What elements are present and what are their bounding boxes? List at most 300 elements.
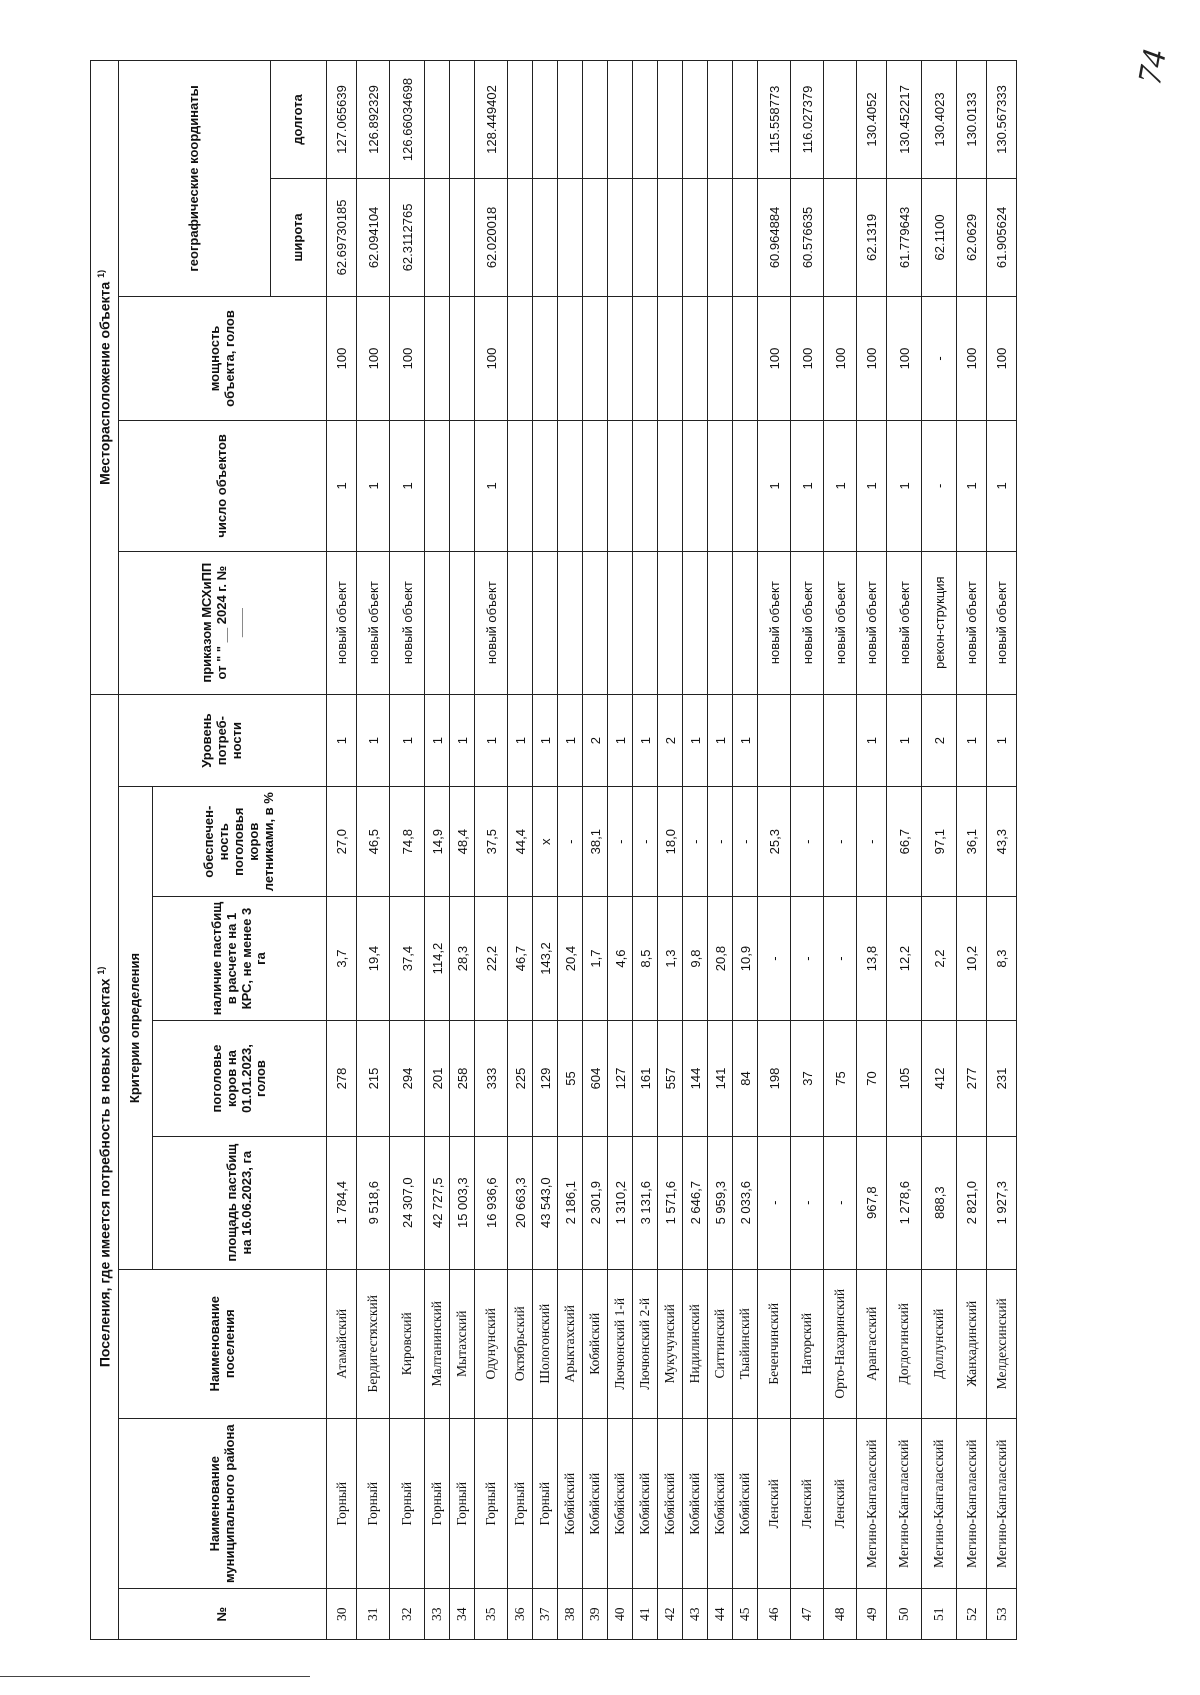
row-no: 44: [708, 1589, 733, 1640]
row-order: [508, 551, 533, 694]
row-settlement: Шологонский: [533, 1269, 558, 1418]
row-no: 33: [425, 1589, 450, 1640]
row-count: [608, 421, 633, 552]
row-area: 1 278,6: [887, 1136, 922, 1269]
row-order: новый объект: [357, 551, 390, 694]
row-settlement: Кобяйский: [583, 1269, 608, 1418]
row-level: 1: [425, 694, 450, 787]
col-cows-header: поголовье коров на 01.01.2023, голов: [153, 1021, 327, 1137]
row-capacity: 100: [475, 296, 508, 420]
row-settlement: Догдогинский: [887, 1269, 922, 1418]
row-no: 35: [475, 1589, 508, 1640]
row-lat: 61.905624: [987, 179, 1017, 297]
table-row: [450, 61, 475, 1640]
row-pasture: 20,4: [558, 896, 583, 1020]
row-area: 2 033,6: [733, 1136, 758, 1269]
row-level: 1: [633, 694, 658, 787]
row-order: [558, 551, 583, 694]
row-level: [791, 694, 824, 787]
row-district: Кобяйский: [633, 1418, 658, 1589]
row-order: новый объект: [327, 551, 357, 694]
row-level: 1: [683, 694, 708, 787]
row-settlement: Кировский: [390, 1269, 425, 1418]
row-count: [558, 421, 583, 552]
row-lon: [450, 61, 475, 179]
row-district: Горный: [533, 1418, 558, 1589]
row-summer: -: [608, 787, 633, 896]
row-capacity: 100: [824, 296, 857, 420]
row-summer: 66,7: [887, 787, 922, 896]
row-lon: 126.892329: [357, 61, 390, 179]
col-settlement-header: Наименование поселения: [119, 1269, 327, 1418]
row-cows: 278: [327, 1021, 357, 1137]
row-area: 5 959,3: [708, 1136, 733, 1269]
row-count: [450, 421, 475, 552]
table-row: [887, 61, 922, 1640]
row-pasture: 4,6: [608, 896, 633, 1020]
row-count: 1: [824, 421, 857, 552]
row-cows: 129: [533, 1021, 558, 1137]
row-count: [425, 421, 450, 552]
row-summer: 27,0: [327, 787, 357, 896]
table-row: [357, 61, 390, 1640]
row-no: 31: [357, 1589, 390, 1640]
row-district: Горный: [475, 1418, 508, 1589]
row-pasture: 3,7: [327, 896, 357, 1020]
row-count: -: [922, 421, 957, 552]
row-count: 1: [887, 421, 922, 552]
row-summer: 25,3: [758, 787, 791, 896]
row-capacity: [450, 296, 475, 420]
table-row: [327, 61, 357, 1640]
row-no: 39: [583, 1589, 608, 1640]
table-row: [683, 61, 708, 1640]
row-area: 2 821,0: [957, 1136, 987, 1269]
table-row: [508, 61, 533, 1640]
row-pasture: -: [758, 896, 791, 1020]
row-cows: 277: [957, 1021, 987, 1137]
row-lon: [658, 61, 683, 179]
row-count: 1: [791, 421, 824, 552]
row-district: Мегино-Кангаласский: [857, 1418, 887, 1589]
table-row: [733, 61, 758, 1640]
row-area: 2 301,9: [583, 1136, 608, 1269]
row-level: 2: [583, 694, 608, 787]
rotated-table-wrapper: [90, 60, 1017, 1640]
row-pasture: 10,2: [957, 896, 987, 1020]
row-cows: 294: [390, 1021, 425, 1137]
row-order: новый объект: [857, 551, 887, 694]
row-summer: 36,1: [957, 787, 987, 896]
row-no: 42: [658, 1589, 683, 1640]
row-pasture: 28,3: [450, 896, 475, 1020]
row-no: 48: [824, 1589, 857, 1640]
table-row: [533, 61, 558, 1640]
row-cows: 231: [987, 1021, 1017, 1137]
row-area: 20 663,3: [508, 1136, 533, 1269]
row-cows: 75: [824, 1021, 857, 1137]
row-settlement: Мелдехсинский: [987, 1269, 1017, 1418]
row-pasture: 22,2: [475, 896, 508, 1020]
row-no: 51: [922, 1589, 957, 1640]
row-capacity: 100: [758, 296, 791, 420]
row-capacity: [733, 296, 758, 420]
row-order: [708, 551, 733, 694]
col-order-header: приказом МСХиПП от " " __ 2024 г. № ____: [119, 551, 327, 694]
row-settlement: Малтанинский: [425, 1269, 450, 1418]
row-lon: 126.66034698: [390, 61, 425, 179]
row-lon: [508, 61, 533, 179]
row-pasture: 9,8: [683, 896, 708, 1020]
row-district: Горный: [450, 1418, 475, 1589]
row-district: Мегино-Кангаласский: [922, 1418, 957, 1589]
row-capacity: [533, 296, 558, 420]
row-lon: [533, 61, 558, 179]
row-pasture: 2,2: [922, 896, 957, 1020]
row-order: новый объект: [758, 551, 791, 694]
row-no: 32: [390, 1589, 425, 1640]
row-summer: 97,1: [922, 787, 957, 896]
row-capacity: [633, 296, 658, 420]
row-capacity: 100: [987, 296, 1017, 420]
table-row: [425, 61, 450, 1640]
row-lat: [533, 179, 558, 297]
row-lon: [824, 61, 857, 179]
table-row: [475, 61, 508, 1640]
row-settlement: Арыктахский: [558, 1269, 583, 1418]
row-district: Кобяйский: [558, 1418, 583, 1589]
row-district: Горный: [357, 1418, 390, 1589]
row-level: 1: [533, 694, 558, 787]
row-cows: 84: [733, 1021, 758, 1137]
row-lon: [633, 61, 658, 179]
row-lat: 61.779643: [887, 179, 922, 297]
row-lon: 130.567333: [987, 61, 1017, 179]
row-area: 24 307,0: [390, 1136, 425, 1269]
table-row: [583, 61, 608, 1640]
row-pasture: 12,2: [887, 896, 922, 1020]
row-order: новый объект: [824, 551, 857, 694]
col-capacity-header: мощность объекта, голов: [119, 296, 327, 420]
row-count: 1: [475, 421, 508, 552]
table-row: [558, 61, 583, 1640]
row-capacity: 100: [957, 296, 987, 420]
row-cows: 37: [791, 1021, 824, 1137]
row-lon: 128.449402: [475, 61, 508, 179]
row-capacity: 100: [357, 296, 390, 420]
row-cows: 198: [758, 1021, 791, 1137]
row-count: 1: [758, 421, 791, 552]
row-lat: [733, 179, 758, 297]
row-lat: 60.964884: [758, 179, 791, 297]
row-summer: 38,1: [583, 787, 608, 896]
row-cows: 161: [633, 1021, 658, 1137]
row-capacity: 100: [327, 296, 357, 420]
row-no: 53: [987, 1589, 1017, 1640]
row-district: Горный: [508, 1418, 533, 1589]
row-lon: [733, 61, 758, 179]
row-district: Горный: [390, 1418, 425, 1589]
row-summer: 44,4: [508, 787, 533, 896]
row-order: новый объект: [887, 551, 922, 694]
row-area: 1 784,4: [327, 1136, 357, 1269]
row-lon: [558, 61, 583, 179]
row-settlement: Октябрьский: [508, 1269, 533, 1418]
row-lat: [508, 179, 533, 297]
row-count: 1: [987, 421, 1017, 552]
row-level: 1: [450, 694, 475, 787]
row-district: Горный: [425, 1418, 450, 1589]
row-summer: 37,5: [475, 787, 508, 896]
row-order: новый объект: [791, 551, 824, 694]
row-district: Мегино-Кангаласский: [887, 1418, 922, 1589]
row-lat: 62.1319: [857, 179, 887, 297]
row-no: 40: [608, 1589, 633, 1640]
row-capacity: [608, 296, 633, 420]
row-cows: 557: [658, 1021, 683, 1137]
row-count: [583, 421, 608, 552]
row-pasture: 46,7: [508, 896, 533, 1020]
row-level: 1: [327, 694, 357, 787]
table-row: [608, 61, 633, 1640]
row-cows: 55: [558, 1021, 583, 1137]
row-capacity: 100: [791, 296, 824, 420]
row-summer: 48,4: [450, 787, 475, 896]
table-row: [957, 61, 987, 1640]
row-cows: 70: [857, 1021, 887, 1137]
row-level: 1: [475, 694, 508, 787]
row-area: 888,3: [922, 1136, 957, 1269]
table-row: [824, 61, 857, 1640]
row-lat: [450, 179, 475, 297]
row-summer: 18,0: [658, 787, 683, 896]
row-settlement: Орто-Нахаринский: [824, 1269, 857, 1418]
row-lat: [633, 179, 658, 297]
row-cows: 604: [583, 1021, 608, 1137]
row-lon: [708, 61, 733, 179]
row-summer: -: [708, 787, 733, 896]
row-settlement: Тыайинский: [733, 1269, 758, 1418]
row-pasture: 114,2: [425, 896, 450, 1020]
row-lat: 62.69730185: [327, 179, 357, 297]
row-no: 46: [758, 1589, 791, 1640]
row-no: 36: [508, 1589, 533, 1640]
row-summer: 74,8: [390, 787, 425, 896]
row-lat: 62.3112765: [390, 179, 425, 297]
row-cows: 144: [683, 1021, 708, 1137]
col-district-header: Наименование муниципального района: [119, 1418, 327, 1589]
row-district: Кобяйский: [733, 1418, 758, 1589]
row-level: 2: [922, 694, 957, 787]
row-no: 43: [683, 1589, 708, 1640]
row-summer: x: [533, 787, 558, 896]
row-area: 967,8: [857, 1136, 887, 1269]
row-capacity: 100: [887, 296, 922, 420]
row-settlement: Ситтинский: [708, 1269, 733, 1418]
row-level: 1: [558, 694, 583, 787]
col-count-header: число объектов: [119, 421, 327, 552]
row-level: [824, 694, 857, 787]
table-row: [390, 61, 425, 1640]
row-lon: 130.4023: [922, 61, 957, 179]
location-group-header: Месторасположение объекта $^{1)}$: [91, 61, 119, 695]
row-summer: -: [824, 787, 857, 896]
row-lat: 62.094104: [357, 179, 390, 297]
table-body: [327, 61, 1017, 1640]
row-order: [450, 551, 475, 694]
row-no: 52: [957, 1589, 987, 1640]
row-lat: [583, 179, 608, 297]
col-pasture-header: наличие пастбищ в расчете на 1 КРС, не менее 3 га: [153, 896, 327, 1020]
row-capacity: [708, 296, 733, 420]
row-order: рекон-струкция: [922, 551, 957, 694]
row-area: 2 646,7: [683, 1136, 708, 1269]
row-level: 1: [508, 694, 533, 787]
row-summer: -: [857, 787, 887, 896]
row-count: 1: [857, 421, 887, 552]
row-order: [608, 551, 633, 694]
row-summer: 46,5: [357, 787, 390, 896]
row-area: -: [824, 1136, 857, 1269]
table-row: [857, 61, 887, 1640]
table-header: [91, 61, 327, 1640]
row-level: [758, 694, 791, 787]
row-count: 1: [957, 421, 987, 552]
row-settlement: Лючюнский 2-й: [633, 1269, 658, 1418]
row-area: 16 936,6: [475, 1136, 508, 1269]
row-no: 37: [533, 1589, 558, 1640]
row-settlement: Жанхадинский: [957, 1269, 987, 1418]
row-settlement: Нидилинский: [683, 1269, 708, 1418]
row-count: 1: [390, 421, 425, 552]
settlements-group-header: Поселения, где имеется потребность в новых объектах $^{1)}$: [91, 694, 119, 1639]
row-summer: 14,9: [425, 787, 450, 896]
row-district: Кобяйский: [683, 1418, 708, 1589]
row-district: Ленский: [824, 1418, 857, 1589]
row-lat: [683, 179, 708, 297]
table-row: [922, 61, 957, 1640]
row-lon: 130.4052: [857, 61, 887, 179]
row-count: 1: [357, 421, 390, 552]
row-pasture: -: [824, 896, 857, 1020]
col-level-header: Уровень потреб-ности: [119, 694, 327, 787]
col-area-header: площадь пастбищ на 16.06.2023, га: [153, 1136, 327, 1269]
row-no: 47: [791, 1589, 824, 1640]
table-row: [708, 61, 733, 1640]
row-pasture: 19,4: [357, 896, 390, 1020]
criteria-group-header: Критерии определения: [119, 787, 153, 1269]
row-district: Горный: [327, 1418, 357, 1589]
row-lon: [683, 61, 708, 179]
row-lon: 130.0133: [957, 61, 987, 179]
row-district: Кобяйский: [608, 1418, 633, 1589]
row-lon: [425, 61, 450, 179]
row-settlement: Мукучунский: [658, 1269, 683, 1418]
row-settlement: Доллунский: [922, 1269, 957, 1418]
row-count: [683, 421, 708, 552]
row-order: новый объект: [987, 551, 1017, 694]
row-level: 2: [658, 694, 683, 787]
row-summer: -: [633, 787, 658, 896]
row-settlement: Беченчинский: [758, 1269, 791, 1418]
row-cows: 258: [450, 1021, 475, 1137]
row-area: -: [758, 1136, 791, 1269]
row-no: 38: [558, 1589, 583, 1640]
row-pasture: 10,9: [733, 896, 758, 1020]
row-pasture: 1,3: [658, 896, 683, 1020]
row-lat: 62.1100: [922, 179, 957, 297]
row-settlement: Атамайский: [327, 1269, 357, 1418]
row-cows: 127: [608, 1021, 633, 1137]
row-lat: [608, 179, 633, 297]
row-lon: 130.452217: [887, 61, 922, 179]
row-order: новый объект: [475, 551, 508, 694]
page-number: 74: [1131, 46, 1174, 87]
col-lat-header: широта: [271, 179, 327, 297]
row-no: 34: [450, 1589, 475, 1640]
row-capacity: -: [922, 296, 957, 420]
row-summer: -: [791, 787, 824, 896]
row-area: 42 727,5: [425, 1136, 450, 1269]
row-lon: 127.065639: [327, 61, 357, 179]
row-pasture: 8,3: [987, 896, 1017, 1020]
row-count: [508, 421, 533, 552]
row-count: [708, 421, 733, 552]
row-district: Мегино-Кангаласский: [987, 1418, 1017, 1589]
row-area: 1 310,2: [608, 1136, 633, 1269]
row-lat: [425, 179, 450, 297]
row-count: [733, 421, 758, 552]
row-capacity: [658, 296, 683, 420]
row-level: 1: [887, 694, 922, 787]
row-capacity: [425, 296, 450, 420]
row-cows: 412: [922, 1021, 957, 1137]
row-level: 1: [390, 694, 425, 787]
row-level: 1: [708, 694, 733, 787]
row-settlement: Мытахский: [450, 1269, 475, 1418]
row-pasture: -: [791, 896, 824, 1020]
row-order: [658, 551, 683, 694]
row-pasture: 8,5: [633, 896, 658, 1020]
row-order: [425, 551, 450, 694]
row-district: Кобяйский: [708, 1418, 733, 1589]
row-level: 1: [957, 694, 987, 787]
row-lat: 62.0629: [957, 179, 987, 297]
row-pasture: 20,8: [708, 896, 733, 1020]
row-settlement: Арангасский: [857, 1269, 887, 1418]
row-count: [533, 421, 558, 552]
row-cows: 141: [708, 1021, 733, 1137]
row-level: 1: [987, 694, 1017, 787]
row-order: [683, 551, 708, 694]
row-area: 9 518,6: [357, 1136, 390, 1269]
row-capacity: [558, 296, 583, 420]
row-district: Ленский: [758, 1418, 791, 1589]
row-lon: 116.027379: [791, 61, 824, 179]
row-summer: -: [683, 787, 708, 896]
row-area: 1 927,3: [987, 1136, 1017, 1269]
row-lon: 115.558773: [758, 61, 791, 179]
col-summer-header: обеспечен-ность поголовья коров летниками, в %: [153, 787, 327, 896]
row-no: 30: [327, 1589, 357, 1640]
row-count: [658, 421, 683, 552]
row-count: 1: [327, 421, 357, 552]
table-row: [791, 61, 824, 1640]
row-no: 41: [633, 1589, 658, 1640]
row-area: 15 003,3: [450, 1136, 475, 1269]
row-no: 50: [887, 1589, 922, 1640]
row-level: 1: [857, 694, 887, 787]
